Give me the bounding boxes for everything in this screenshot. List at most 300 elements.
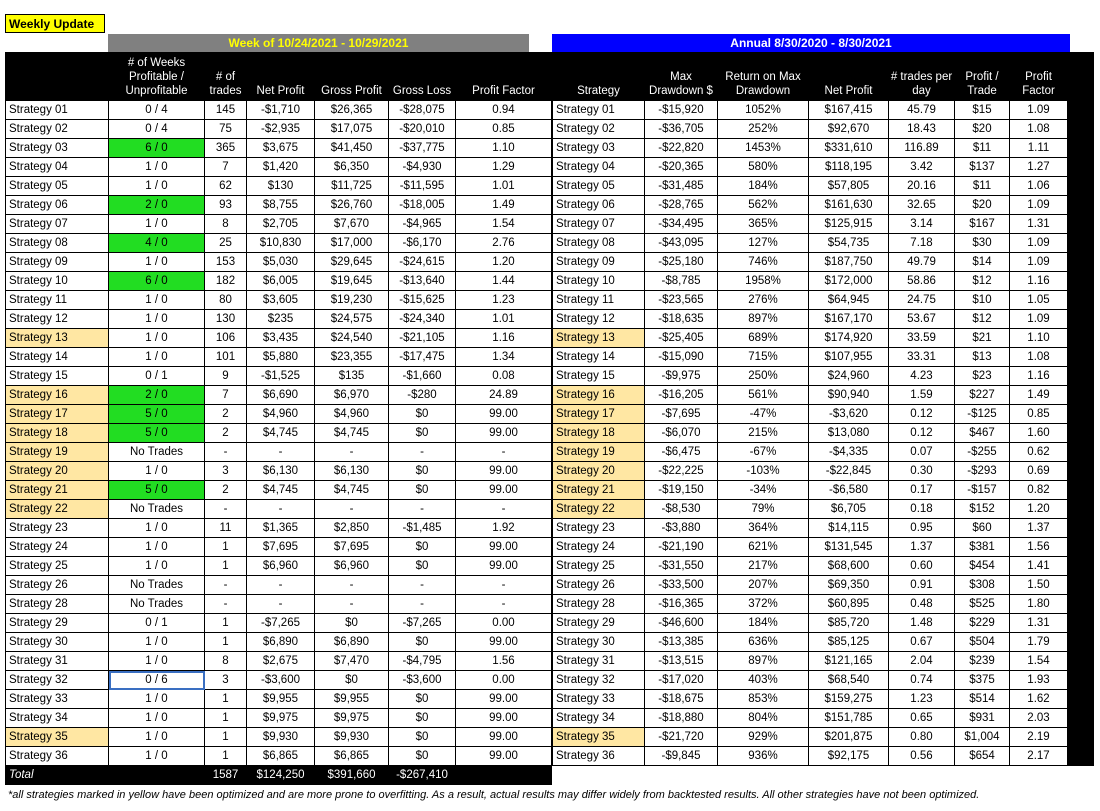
- net-profit-cell[interactable]: $92,175: [809, 747, 889, 766]
- net-profit-cell[interactable]: -: [247, 500, 315, 519]
- return-on-drawdown-cell[interactable]: 127%: [718, 234, 809, 253]
- return-on-drawdown-cell[interactable]: 215%: [718, 424, 809, 443]
- profit-per-trade-cell[interactable]: $1,004: [955, 728, 1010, 747]
- profit-per-trade-cell[interactable]: $239: [955, 652, 1010, 671]
- return-on-drawdown-cell[interactable]: 715%: [718, 348, 809, 367]
- profit-per-trade-cell[interactable]: $381: [955, 538, 1010, 557]
- gross-loss-cell[interactable]: -$15,625: [389, 291, 456, 310]
- return-on-drawdown-cell[interactable]: 636%: [718, 633, 809, 652]
- strategy-name-cell[interactable]: Strategy 23: [553, 519, 645, 538]
- max-drawdown-cell[interactable]: -$43,095: [645, 234, 718, 253]
- trades-cell[interactable]: 75: [205, 120, 247, 139]
- trades-per-day-cell[interactable]: 0.48: [889, 595, 955, 614]
- net-profit-cell[interactable]: $5,030: [247, 253, 315, 272]
- gross-profit-cell[interactable]: $19,645: [315, 272, 389, 291]
- gross-loss-cell[interactable]: -: [389, 576, 456, 595]
- profit-per-trade-cell[interactable]: $167: [955, 215, 1010, 234]
- weeks-profitable-cell[interactable]: 1 / 0: [109, 310, 205, 329]
- return-on-drawdown-cell[interactable]: 403%: [718, 671, 809, 690]
- profit-factor-cell[interactable]: 99.00: [456, 424, 552, 443]
- gross-loss-cell[interactable]: $0: [389, 747, 456, 766]
- gross-loss-cell[interactable]: -: [389, 443, 456, 462]
- strategy-name-cell[interactable]: Strategy 34: [6, 709, 109, 728]
- max-drawdown-cell[interactable]: -$25,405: [645, 329, 718, 348]
- trades-cell[interactable]: 1: [205, 557, 247, 576]
- trades-cell[interactable]: 1: [205, 709, 247, 728]
- gross-profit-cell[interactable]: $6,970: [315, 386, 389, 405]
- weeks-profitable-cell[interactable]: 1 / 0: [109, 329, 205, 348]
- trades-cell[interactable]: 8: [205, 652, 247, 671]
- profit-factor-cell[interactable]: 1.37: [1010, 519, 1068, 538]
- return-on-drawdown-cell[interactable]: 936%: [718, 747, 809, 766]
- strategy-name-cell[interactable]: Strategy 36: [6, 747, 109, 766]
- trades-cell[interactable]: 7: [205, 386, 247, 405]
- gross-profit-cell[interactable]: $0: [315, 614, 389, 633]
- trades-per-day-cell[interactable]: 0.17: [889, 481, 955, 500]
- net-profit-cell[interactable]: $131,545: [809, 538, 889, 557]
- strategy-name-cell[interactable]: Strategy 32: [6, 671, 109, 690]
- profit-factor-cell[interactable]: 1.62: [1010, 690, 1068, 709]
- profit-factor-cell[interactable]: 1.01: [456, 310, 552, 329]
- net-profit-cell[interactable]: -$1,710: [247, 101, 315, 120]
- gross-loss-cell[interactable]: -$1,485: [389, 519, 456, 538]
- net-profit-cell[interactable]: $6,130: [247, 462, 315, 481]
- weeks-profitable-cell[interactable]: 1 / 0: [109, 519, 205, 538]
- strategy-name-cell[interactable]: Strategy 01: [6, 101, 109, 120]
- trades-per-day-cell[interactable]: 53.67: [889, 310, 955, 329]
- net-profit-cell[interactable]: $9,955: [247, 690, 315, 709]
- gross-profit-cell[interactable]: $9,930: [315, 728, 389, 747]
- trades-cell[interactable]: 145: [205, 101, 247, 120]
- trades-per-day-cell[interactable]: 24.75: [889, 291, 955, 310]
- net-profit-cell[interactable]: -: [247, 576, 315, 595]
- max-drawdown-cell[interactable]: -$9,975: [645, 367, 718, 386]
- profit-per-trade-cell[interactable]: $11: [955, 139, 1010, 158]
- net-profit-cell[interactable]: $130: [247, 177, 315, 196]
- net-profit-cell[interactable]: -$1,525: [247, 367, 315, 386]
- strategy-name-cell[interactable]: Strategy 35: [6, 728, 109, 747]
- strategy-name-cell[interactable]: Strategy 09: [553, 253, 645, 272]
- profit-factor-cell[interactable]: 1.20: [456, 253, 552, 272]
- strategy-name-cell[interactable]: Strategy 36: [553, 747, 645, 766]
- net-profit-cell[interactable]: $107,955: [809, 348, 889, 367]
- net-profit-cell[interactable]: $85,720: [809, 614, 889, 633]
- weeks-profitable-cell[interactable]: 1 / 0: [109, 557, 205, 576]
- trades-per-day-cell[interactable]: 0.67: [889, 633, 955, 652]
- trades-cell[interactable]: -: [205, 595, 247, 614]
- net-profit-cell[interactable]: -$6,580: [809, 481, 889, 500]
- strategy-name-cell[interactable]: Strategy 29: [553, 614, 645, 633]
- net-profit-cell[interactable]: $4,745: [247, 481, 315, 500]
- trades-cell[interactable]: 3: [205, 671, 247, 690]
- strategy-name-cell[interactable]: Strategy 34: [553, 709, 645, 728]
- profit-per-trade-cell[interactable]: $137: [955, 158, 1010, 177]
- return-on-drawdown-cell[interactable]: 1958%: [718, 272, 809, 291]
- profit-factor-cell[interactable]: 1.08: [1010, 120, 1068, 139]
- profit-factor-cell[interactable]: 1.31: [1010, 614, 1068, 633]
- gross-loss-cell[interactable]: -$7,265: [389, 614, 456, 633]
- profit-factor-cell[interactable]: 99.00: [456, 538, 552, 557]
- net-profit-cell[interactable]: $4,745: [247, 424, 315, 443]
- profit-factor-cell[interactable]: 0.85: [456, 120, 552, 139]
- return-on-drawdown-cell[interactable]: 364%: [718, 519, 809, 538]
- gross-profit-cell[interactable]: $41,450: [315, 139, 389, 158]
- return-on-drawdown-cell[interactable]: -47%: [718, 405, 809, 424]
- trades-cell[interactable]: 101: [205, 348, 247, 367]
- net-profit-cell[interactable]: $167,170: [809, 310, 889, 329]
- profit-factor-cell[interactable]: 1.11: [1010, 139, 1068, 158]
- profit-factor-cell[interactable]: 99.00: [456, 747, 552, 766]
- profit-factor-cell[interactable]: 1.54: [1010, 652, 1068, 671]
- net-profit-cell[interactable]: $2,705: [247, 215, 315, 234]
- trades-per-day-cell[interactable]: 0.80: [889, 728, 955, 747]
- profit-per-trade-cell[interactable]: -$255: [955, 443, 1010, 462]
- net-profit-cell[interactable]: $14,115: [809, 519, 889, 538]
- weeks-profitable-cell[interactable]: 1 / 0: [109, 177, 205, 196]
- trades-cell[interactable]: 25: [205, 234, 247, 253]
- net-profit-cell[interactable]: $6,960: [247, 557, 315, 576]
- trades-cell[interactable]: 93: [205, 196, 247, 215]
- net-profit-cell[interactable]: $7,695: [247, 538, 315, 557]
- weeks-profitable-cell[interactable]: 4 / 0: [109, 234, 205, 253]
- profit-factor-cell[interactable]: 1.80: [1010, 595, 1068, 614]
- return-on-drawdown-cell[interactable]: 79%: [718, 500, 809, 519]
- max-drawdown-cell[interactable]: -$33,500: [645, 576, 718, 595]
- net-profit-cell[interactable]: $3,605: [247, 291, 315, 310]
- net-profit-cell[interactable]: $90,940: [809, 386, 889, 405]
- profit-factor-cell[interactable]: 0.00: [456, 614, 552, 633]
- gross-loss-cell[interactable]: $0: [389, 405, 456, 424]
- strategy-name-cell[interactable]: Strategy 33: [553, 690, 645, 709]
- weeks-profitable-cell[interactable]: No Trades: [109, 500, 205, 519]
- weeks-profitable-cell[interactable]: 1 / 0: [109, 690, 205, 709]
- strategy-name-cell[interactable]: Strategy 20: [6, 462, 109, 481]
- profit-factor-cell[interactable]: 1.20: [1010, 500, 1068, 519]
- gross-loss-cell[interactable]: -$13,640: [389, 272, 456, 291]
- trades-per-day-cell[interactable]: 1.59: [889, 386, 955, 405]
- profit-per-trade-cell[interactable]: $15: [955, 101, 1010, 120]
- gross-loss-cell[interactable]: $0: [389, 709, 456, 728]
- return-on-drawdown-cell[interactable]: 621%: [718, 538, 809, 557]
- trades-cell[interactable]: 3: [205, 462, 247, 481]
- trades-cell[interactable]: -: [205, 443, 247, 462]
- max-drawdown-cell[interactable]: -$23,565: [645, 291, 718, 310]
- gross-profit-cell[interactable]: $9,955: [315, 690, 389, 709]
- net-profit-cell[interactable]: -$2,935: [247, 120, 315, 139]
- weeks-profitable-cell[interactable]: 1 / 0: [109, 348, 205, 367]
- max-drawdown-cell[interactable]: -$7,695: [645, 405, 718, 424]
- strategy-name-cell[interactable]: Strategy 13: [553, 329, 645, 348]
- trades-cell[interactable]: 1: [205, 728, 247, 747]
- profit-factor-cell[interactable]: -: [456, 500, 552, 519]
- strategy-name-cell[interactable]: Strategy 26: [553, 576, 645, 595]
- strategy-name-cell[interactable]: Strategy 19: [553, 443, 645, 462]
- trades-per-day-cell[interactable]: 0.60: [889, 557, 955, 576]
- strategy-name-cell[interactable]: Strategy 28: [553, 595, 645, 614]
- trades-per-day-cell[interactable]: 0.18: [889, 500, 955, 519]
- profit-per-trade-cell[interactable]: $229: [955, 614, 1010, 633]
- trades-cell[interactable]: -: [205, 500, 247, 519]
- strategy-name-cell[interactable]: Strategy 06: [553, 196, 645, 215]
- net-profit-cell[interactable]: $69,350: [809, 576, 889, 595]
- profit-per-trade-cell[interactable]: $514: [955, 690, 1010, 709]
- net-profit-cell[interactable]: $13,080: [809, 424, 889, 443]
- profit-factor-cell[interactable]: 0.94: [456, 101, 552, 120]
- profit-per-trade-cell[interactable]: $308: [955, 576, 1010, 595]
- gross-loss-cell[interactable]: -$1,660: [389, 367, 456, 386]
- weeks-profitable-cell[interactable]: 1 / 0: [109, 291, 205, 310]
- net-profit-cell[interactable]: $24,960: [809, 367, 889, 386]
- net-profit-cell[interactable]: $167,415: [809, 101, 889, 120]
- weeks-profitable-cell[interactable]: No Trades: [109, 576, 205, 595]
- gross-loss-cell[interactable]: -: [389, 595, 456, 614]
- trades-cell[interactable]: 8: [205, 215, 247, 234]
- strategy-name-cell[interactable]: Strategy 02: [553, 120, 645, 139]
- profit-factor-cell[interactable]: 24.89: [456, 386, 552, 405]
- max-drawdown-cell[interactable]: -$13,515: [645, 652, 718, 671]
- max-drawdown-cell[interactable]: -$20,365: [645, 158, 718, 177]
- max-drawdown-cell[interactable]: -$36,705: [645, 120, 718, 139]
- trades-cell[interactable]: -: [205, 576, 247, 595]
- strategy-name-cell[interactable]: Strategy 33: [6, 690, 109, 709]
- profit-factor-cell[interactable]: 1.50: [1010, 576, 1068, 595]
- weeks-profitable-cell[interactable]: 1 / 0: [109, 215, 205, 234]
- profit-factor-cell[interactable]: 1.09: [1010, 253, 1068, 272]
- profit-factor-cell[interactable]: 99.00: [456, 709, 552, 728]
- profit-factor-cell[interactable]: 1.49: [456, 196, 552, 215]
- profit-per-trade-cell[interactable]: -$293: [955, 462, 1010, 481]
- trades-cell[interactable]: 80: [205, 291, 247, 310]
- profit-factor-cell[interactable]: 99.00: [456, 728, 552, 747]
- profit-per-trade-cell[interactable]: $227: [955, 386, 1010, 405]
- profit-factor-cell[interactable]: 99.00: [456, 557, 552, 576]
- gross-profit-cell[interactable]: $4,745: [315, 481, 389, 500]
- trades-cell[interactable]: 62: [205, 177, 247, 196]
- return-on-drawdown-cell[interactable]: 207%: [718, 576, 809, 595]
- profit-per-trade-cell[interactable]: -$157: [955, 481, 1010, 500]
- gross-profit-cell[interactable]: $24,575: [315, 310, 389, 329]
- trades-per-day-cell[interactable]: 7.18: [889, 234, 955, 253]
- trades-cell[interactable]: 1: [205, 747, 247, 766]
- max-drawdown-cell[interactable]: -$15,090: [645, 348, 718, 367]
- max-drawdown-cell[interactable]: -$18,880: [645, 709, 718, 728]
- profit-factor-cell[interactable]: 1.09: [1010, 234, 1068, 253]
- profit-per-trade-cell[interactable]: $454: [955, 557, 1010, 576]
- profit-factor-cell[interactable]: 2.17: [1010, 747, 1068, 766]
- gross-loss-cell[interactable]: -$3,600: [389, 671, 456, 690]
- profit-factor-cell[interactable]: 1.08: [1010, 348, 1068, 367]
- weeks-profitable-cell[interactable]: 1 / 0: [109, 747, 205, 766]
- strategy-name-cell[interactable]: Strategy 22: [6, 500, 109, 519]
- strategy-name-cell[interactable]: Strategy 12: [553, 310, 645, 329]
- strategy-name-cell[interactable]: Strategy 06: [6, 196, 109, 215]
- net-profit-cell[interactable]: $161,630: [809, 196, 889, 215]
- return-on-drawdown-cell[interactable]: 1453%: [718, 139, 809, 158]
- max-drawdown-cell[interactable]: -$28,765: [645, 196, 718, 215]
- net-profit-cell[interactable]: -$7,265: [247, 614, 315, 633]
- gross-loss-cell[interactable]: -$17,475: [389, 348, 456, 367]
- gross-loss-cell[interactable]: -$280: [389, 386, 456, 405]
- strategy-name-cell[interactable]: Strategy 31: [6, 652, 109, 671]
- gross-profit-cell[interactable]: $26,365: [315, 101, 389, 120]
- profit-per-trade-cell[interactable]: $504: [955, 633, 1010, 652]
- trades-per-day-cell[interactable]: 1.48: [889, 614, 955, 633]
- max-drawdown-cell[interactable]: -$25,180: [645, 253, 718, 272]
- return-on-drawdown-cell[interactable]: 929%: [718, 728, 809, 747]
- trades-cell[interactable]: 1: [205, 690, 247, 709]
- gross-profit-cell[interactable]: $17,075: [315, 120, 389, 139]
- trades-cell[interactable]: 7: [205, 158, 247, 177]
- return-on-drawdown-cell[interactable]: 1052%: [718, 101, 809, 120]
- net-profit-cell[interactable]: $159,275: [809, 690, 889, 709]
- strategy-name-cell[interactable]: Strategy 30: [6, 633, 109, 652]
- weeks-profitable-cell[interactable]: 1 / 0: [109, 462, 205, 481]
- strategy-name-cell[interactable]: Strategy 14: [6, 348, 109, 367]
- profit-factor-cell[interactable]: 0.85: [1010, 405, 1068, 424]
- strategy-name-cell[interactable]: Strategy 01: [553, 101, 645, 120]
- net-profit-cell[interactable]: $125,915: [809, 215, 889, 234]
- gross-loss-cell[interactable]: -$28,075: [389, 101, 456, 120]
- strategy-name-cell[interactable]: Strategy 04: [553, 158, 645, 177]
- return-on-drawdown-cell[interactable]: 276%: [718, 291, 809, 310]
- profit-factor-cell[interactable]: 1.23: [456, 291, 552, 310]
- max-drawdown-cell[interactable]: -$22,820: [645, 139, 718, 158]
- profit-factor-cell[interactable]: 1.29: [456, 158, 552, 177]
- net-profit-cell[interactable]: $10,830: [247, 234, 315, 253]
- strategy-name-cell[interactable]: Strategy 31: [553, 652, 645, 671]
- profit-factor-cell[interactable]: 0.69: [1010, 462, 1068, 481]
- net-profit-cell[interactable]: $1,365: [247, 519, 315, 538]
- max-drawdown-cell[interactable]: -$9,845: [645, 747, 718, 766]
- trades-per-day-cell[interactable]: 3.42: [889, 158, 955, 177]
- trades-per-day-cell[interactable]: 33.31: [889, 348, 955, 367]
- max-drawdown-cell[interactable]: -$3,880: [645, 519, 718, 538]
- profit-per-trade-cell[interactable]: $10: [955, 291, 1010, 310]
- strategy-name-cell[interactable]: Strategy 11: [6, 291, 109, 310]
- trades-per-day-cell[interactable]: 49.79: [889, 253, 955, 272]
- gross-profit-cell[interactable]: $4,745: [315, 424, 389, 443]
- trades-cell[interactable]: 11: [205, 519, 247, 538]
- net-profit-cell[interactable]: $64,945: [809, 291, 889, 310]
- max-drawdown-cell[interactable]: -$6,070: [645, 424, 718, 443]
- trades-cell[interactable]: 9: [205, 367, 247, 386]
- trades-per-day-cell[interactable]: 18.43: [889, 120, 955, 139]
- trades-cell[interactable]: 365: [205, 139, 247, 158]
- gross-loss-cell[interactable]: $0: [389, 462, 456, 481]
- gross-loss-cell[interactable]: -$6,170: [389, 234, 456, 253]
- max-drawdown-cell[interactable]: -$21,720: [645, 728, 718, 747]
- profit-factor-cell[interactable]: 1.09: [1010, 310, 1068, 329]
- trades-cell[interactable]: 1: [205, 633, 247, 652]
- net-profit-cell[interactable]: $68,540: [809, 671, 889, 690]
- gross-profit-cell[interactable]: -: [315, 443, 389, 462]
- profit-factor-cell[interactable]: 1.41: [1010, 557, 1068, 576]
- return-on-drawdown-cell[interactable]: -34%: [718, 481, 809, 500]
- profit-per-trade-cell[interactable]: $13: [955, 348, 1010, 367]
- trades-per-day-cell[interactable]: 3.14: [889, 215, 955, 234]
- trades-per-day-cell[interactable]: 0.30: [889, 462, 955, 481]
- strategy-name-cell[interactable]: Strategy 13: [6, 329, 109, 348]
- trades-cell[interactable]: 153: [205, 253, 247, 272]
- profit-factor-cell[interactable]: -: [456, 576, 552, 595]
- net-profit-cell[interactable]: $172,000: [809, 272, 889, 291]
- weeks-profitable-cell[interactable]: 2 / 0: [109, 196, 205, 215]
- net-profit-cell[interactable]: $5,880: [247, 348, 315, 367]
- return-on-drawdown-cell[interactable]: 184%: [718, 177, 809, 196]
- trades-per-day-cell[interactable]: 33.59: [889, 329, 955, 348]
- gross-loss-cell[interactable]: -$21,105: [389, 329, 456, 348]
- profit-factor-cell[interactable]: 1.06: [1010, 177, 1068, 196]
- max-drawdown-cell[interactable]: -$15,920: [645, 101, 718, 120]
- strategy-name-cell[interactable]: Strategy 04: [6, 158, 109, 177]
- return-on-drawdown-cell[interactable]: 746%: [718, 253, 809, 272]
- profit-factor-cell[interactable]: 1.05: [1010, 291, 1068, 310]
- profit-factor-cell[interactable]: 99.00: [456, 633, 552, 652]
- profit-factor-cell[interactable]: 1.27: [1010, 158, 1068, 177]
- strategy-name-cell[interactable]: Strategy 28: [6, 595, 109, 614]
- gross-profit-cell[interactable]: $6,350: [315, 158, 389, 177]
- max-drawdown-cell[interactable]: -$31,485: [645, 177, 718, 196]
- net-profit-cell[interactable]: $331,610: [809, 139, 889, 158]
- net-profit-cell[interactable]: $118,195: [809, 158, 889, 177]
- weeks-profitable-cell[interactable]: 1 / 0: [109, 728, 205, 747]
- gross-loss-cell[interactable]: $0: [389, 538, 456, 557]
- max-drawdown-cell[interactable]: -$17,020: [645, 671, 718, 690]
- gross-profit-cell[interactable]: $11,725: [315, 177, 389, 196]
- strategy-name-cell[interactable]: Strategy 18: [6, 424, 109, 443]
- strategy-name-cell[interactable]: Strategy 24: [6, 538, 109, 557]
- gross-profit-cell[interactable]: $6,890: [315, 633, 389, 652]
- strategy-name-cell[interactable]: Strategy 08: [553, 234, 645, 253]
- profit-factor-cell[interactable]: 1.92: [456, 519, 552, 538]
- strategy-name-cell[interactable]: Strategy 17: [553, 405, 645, 424]
- return-on-drawdown-cell[interactable]: 897%: [718, 310, 809, 329]
- max-drawdown-cell[interactable]: -$6,475: [645, 443, 718, 462]
- trades-per-day-cell[interactable]: 45.79: [889, 101, 955, 120]
- max-drawdown-cell[interactable]: -$31,550: [645, 557, 718, 576]
- trades-per-day-cell[interactable]: 0.95: [889, 519, 955, 538]
- gross-profit-cell[interactable]: $6,960: [315, 557, 389, 576]
- max-drawdown-cell[interactable]: -$16,205: [645, 386, 718, 405]
- trades-per-day-cell[interactable]: 0.91: [889, 576, 955, 595]
- return-on-drawdown-cell[interactable]: 580%: [718, 158, 809, 177]
- strategy-name-cell[interactable]: Strategy 15: [553, 367, 645, 386]
- weeks-profitable-cell[interactable]: 5 / 0: [109, 405, 205, 424]
- max-drawdown-cell[interactable]: -$13,385: [645, 633, 718, 652]
- strategy-name-cell[interactable]: Strategy 19: [6, 443, 109, 462]
- trades-per-day-cell[interactable]: 4.23: [889, 367, 955, 386]
- gross-loss-cell[interactable]: $0: [389, 557, 456, 576]
- profit-factor-cell[interactable]: 1.10: [456, 139, 552, 158]
- gross-loss-cell[interactable]: -$24,340: [389, 310, 456, 329]
- profit-factor-cell[interactable]: 1.56: [456, 652, 552, 671]
- return-on-drawdown-cell[interactable]: -67%: [718, 443, 809, 462]
- profit-factor-cell[interactable]: 1.31: [1010, 215, 1068, 234]
- net-profit-cell[interactable]: $2,675: [247, 652, 315, 671]
- return-on-drawdown-cell[interactable]: 184%: [718, 614, 809, 633]
- strategy-name-cell[interactable]: Strategy 08: [6, 234, 109, 253]
- max-drawdown-cell[interactable]: -$19,150: [645, 481, 718, 500]
- net-profit-cell[interactable]: $6,005: [247, 272, 315, 291]
- strategy-name-cell[interactable]: Strategy 07: [553, 215, 645, 234]
- profit-factor-cell[interactable]: 0.62: [1010, 443, 1068, 462]
- gross-profit-cell[interactable]: $23,355: [315, 348, 389, 367]
- max-drawdown-cell[interactable]: -$16,365: [645, 595, 718, 614]
- profit-factor-cell[interactable]: 1.49: [1010, 386, 1068, 405]
- gross-profit-cell[interactable]: $7,695: [315, 538, 389, 557]
- gross-loss-cell[interactable]: $0: [389, 690, 456, 709]
- max-drawdown-cell[interactable]: -$46,600: [645, 614, 718, 633]
